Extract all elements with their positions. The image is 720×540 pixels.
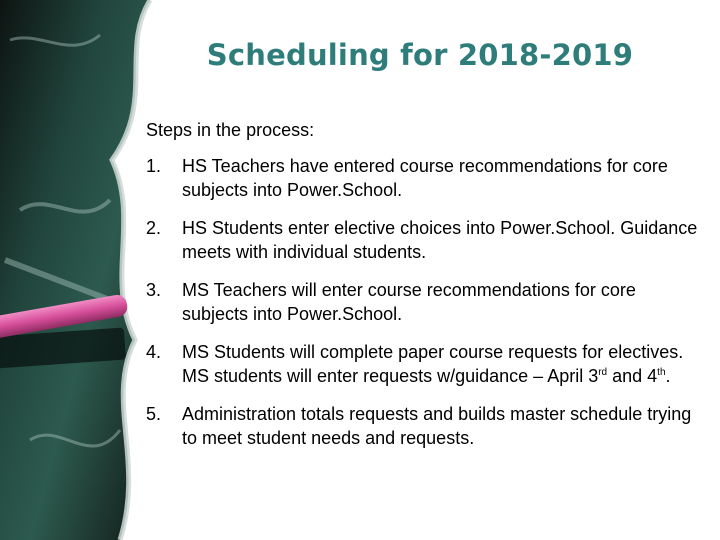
step-number: 5. — [146, 404, 162, 424]
step-number: 2. — [146, 218, 162, 238]
list-item — [146, 216, 706, 264]
step-text — [182, 340, 706, 388]
step-text: Administration totals requests and builds master schedule trying to meet student needs and requests. — [182, 404, 692, 448]
step-text-part: . — [665, 366, 671, 386]
list-item — [146, 154, 706, 202]
step-number: 3. — [146, 280, 162, 300]
step-number: 1. — [146, 156, 162, 176]
list-item — [146, 402, 706, 450]
steps-list — [146, 154, 706, 450]
superscript: rd — [598, 367, 608, 378]
intro-text: Steps in the process: — [146, 120, 315, 140]
step-text-part: and 4 — [607, 366, 658, 386]
slide-title: Scheduling for 2018-2019 — [206, 38, 634, 72]
step-text: HS Students enter elective choices into Power.School. Guidance meets with individual students. — [182, 218, 698, 262]
superscript: th — [657, 367, 666, 378]
slide-body — [146, 118, 706, 464]
list-item — [146, 340, 706, 388]
step-number: 4. — [146, 342, 162, 362]
list-item — [146, 278, 706, 326]
step-text: MS Teachers will enter course recommendations for core subjects into Power.School. — [182, 280, 636, 324]
step-text-part: MS Students will complete paper course requests for electives. MS students will enter requests w/guidance – April 3 — [182, 342, 684, 386]
step-text: HS Teachers have entered course recommendations for core subjects into Power.School. — [182, 156, 668, 200]
